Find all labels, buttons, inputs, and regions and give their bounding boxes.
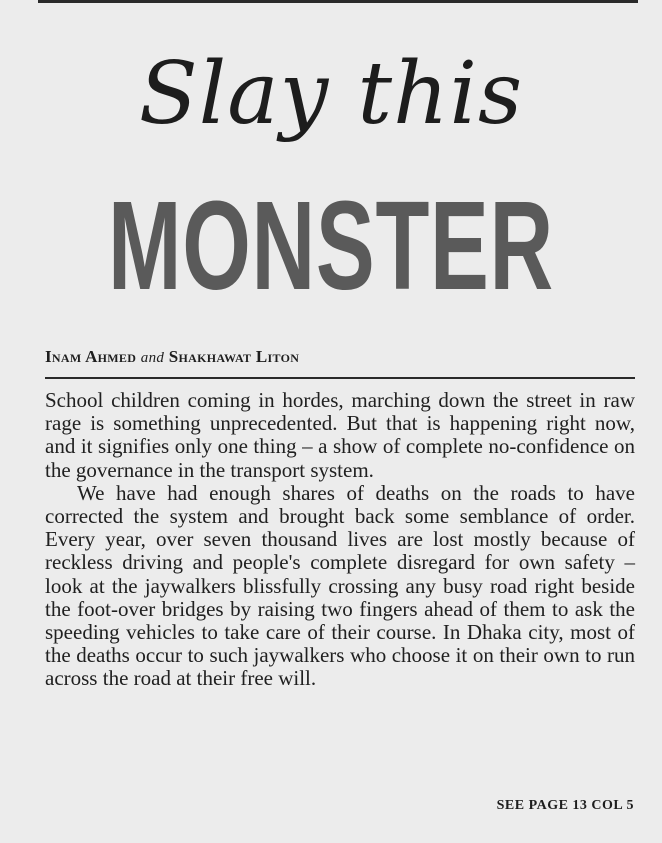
- jump-line: SEE PAGE 13 COL 5: [496, 798, 634, 813]
- byline-author-2: Shakhawat Liton: [168, 347, 300, 366]
- kicker-headline: Slay this: [138, 44, 524, 144]
- byline-conjunction: and: [140, 350, 165, 366]
- byline-rule: [45, 377, 635, 379]
- top-rule: [38, 0, 638, 3]
- main-headline: MONSTER: [108, 175, 554, 316]
- byline-author-1: Inam Ahmed: [45, 347, 137, 366]
- byline: [45, 347, 299, 367]
- article-paragraph-2: We have had enough shares of deaths on the roads to have corrected the system and brought back some semblance of order. Every year, over seven thousand lives are lost mostly because of reckless driving and people's complete disregard for own safety – look at the jaywalkers blissfully crossing any busy road right beside the foot-over bridges by raising two fingers ahead of them to ask the speeding vehicles to take care of their course. In Dhaka city, most of the deaths occur to such jaywalkers who choose it on their own to run across the road at their free will.: [45, 480, 635, 691]
- article-paragraph-1: School children coming in hordes, marching down the street in raw rage is something unprecedented. But that is happening right now, and it signifies only one thing – a show of complete no-confidence on the governance in the transport system.: [45, 388, 635, 482]
- article-body: [45, 389, 635, 691]
